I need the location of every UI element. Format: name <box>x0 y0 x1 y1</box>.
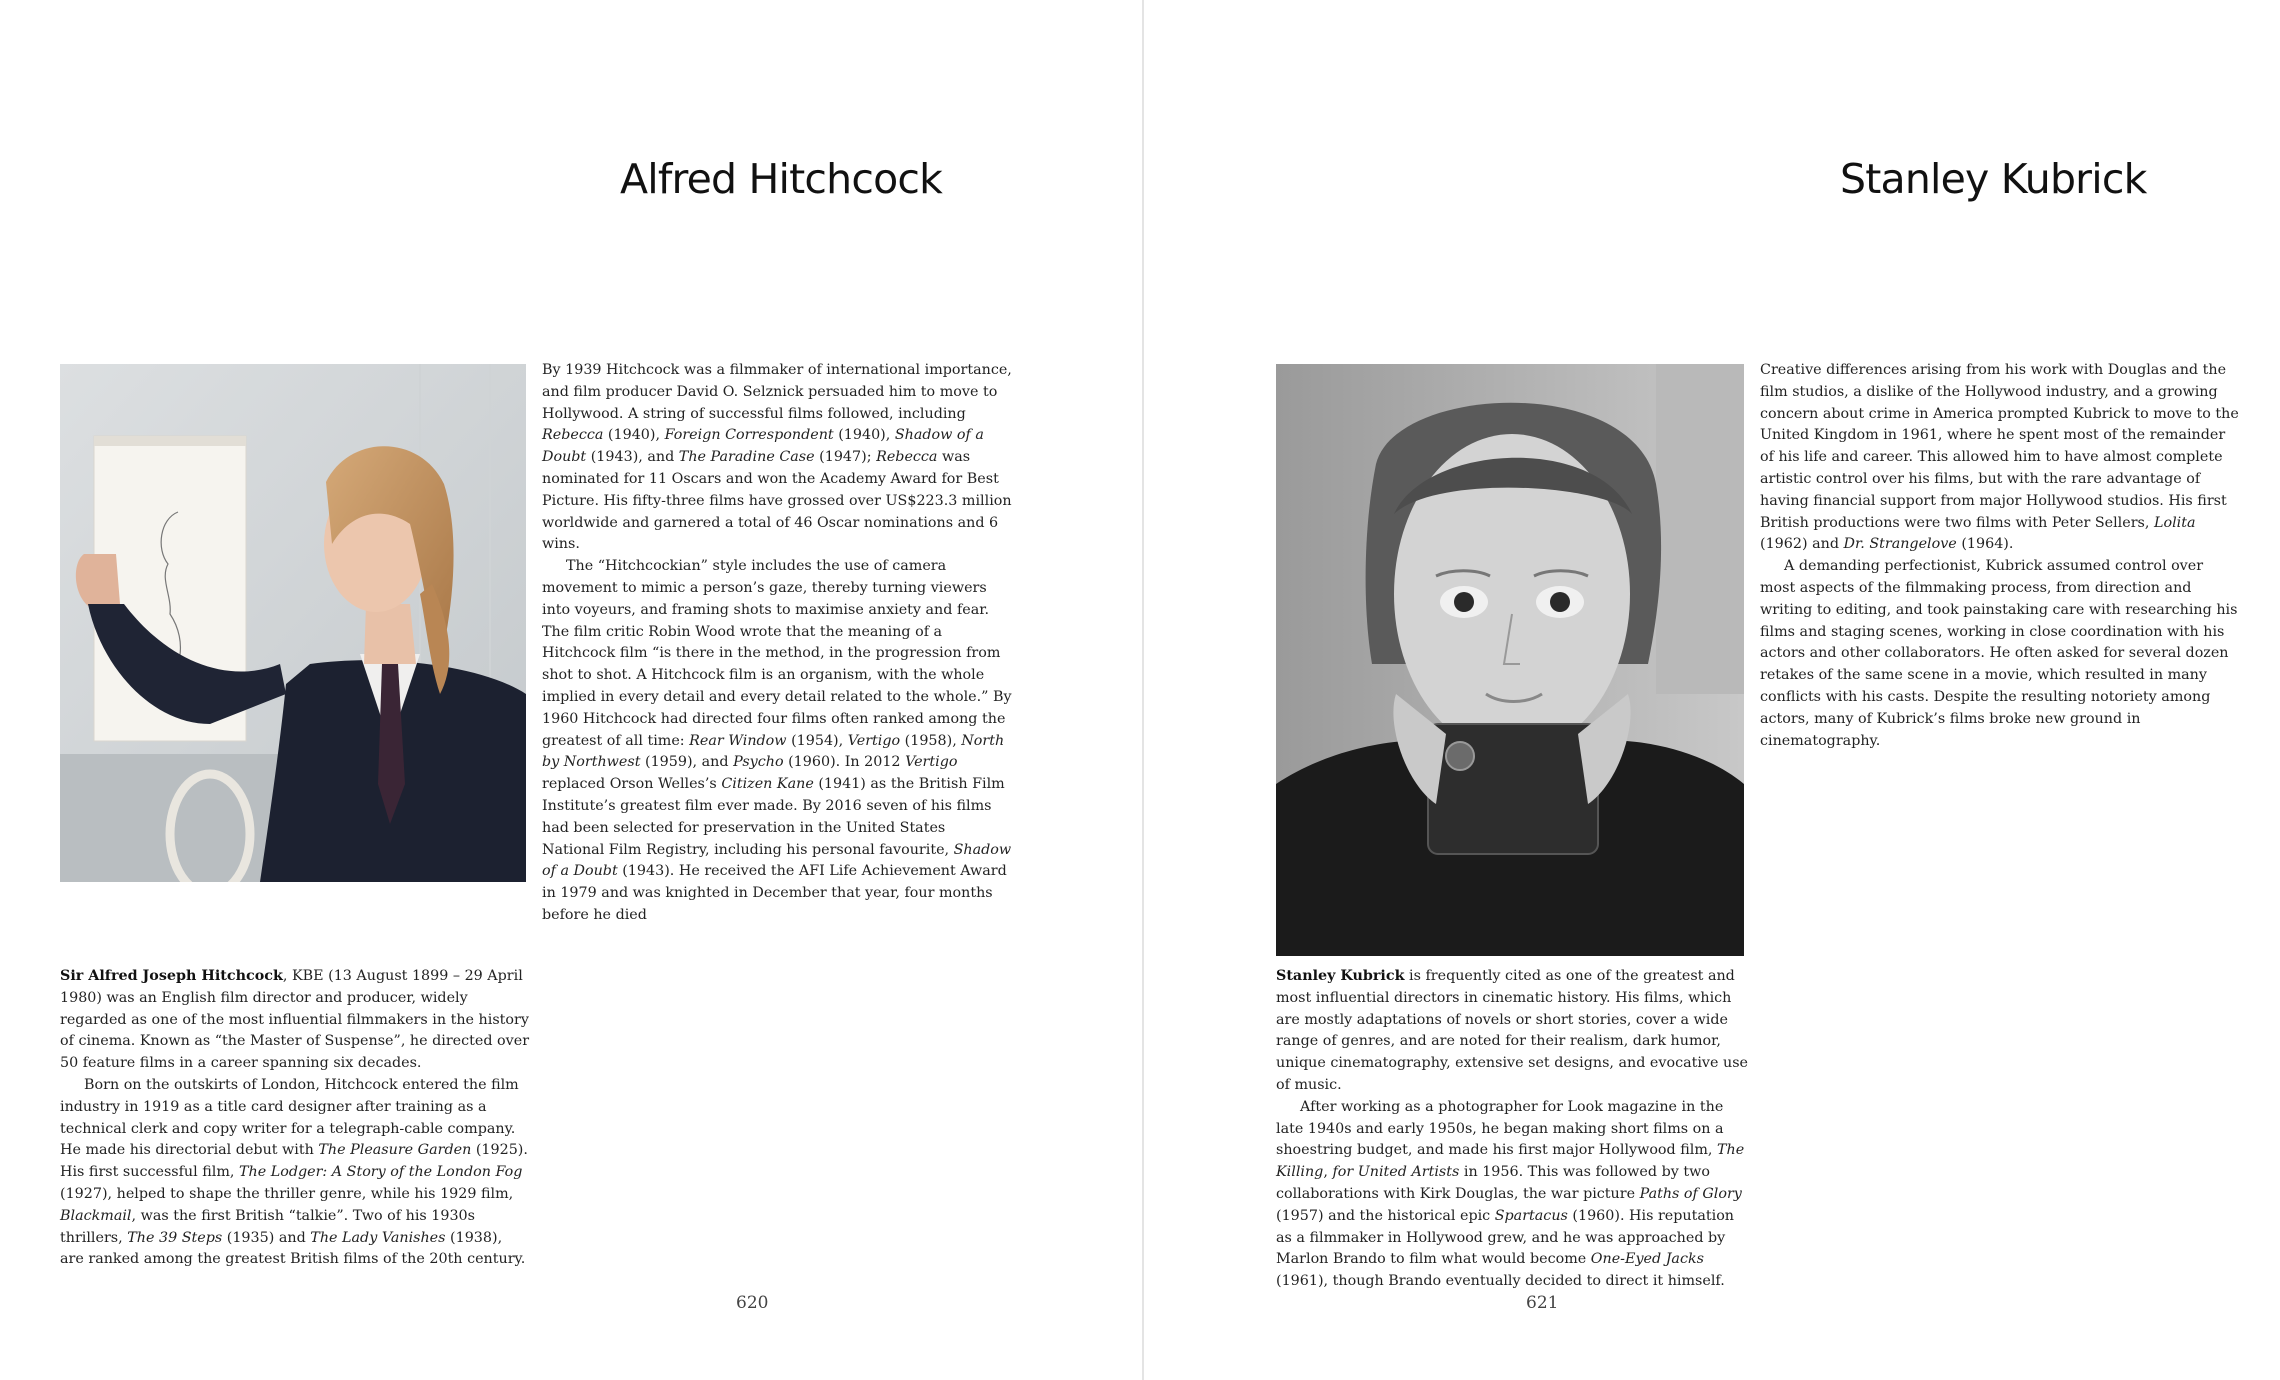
paragraph <box>60 966 530 1075</box>
text-run: (1943). He received the AFI Life Achievement Award in 1979 and was knighted in December that year, four months before he died <box>542 863 1007 923</box>
film-title: Paths of Glory <box>1639 1185 1742 1202</box>
film-title: Shadow of a Doubt <box>542 427 984 466</box>
text-run: was nominated for 11 Oscars and won the Academy Award for Best Picture. His fifty-three films have grossed over US$223.3 million worldwide and garnered a total of 46 Oscar nominations and 6 wins. <box>542 449 1012 553</box>
paragraph <box>1760 360 2242 556</box>
portrait-photo-kubrick <box>1276 364 1744 956</box>
text-run: Born on the outskirts of London, Hitchcock entered the film industry in 1919 as a title card designer after training as a technical clerk and copy writer for a telegraph-cable company. He made his directorial debut with <box>60 1076 519 1159</box>
film-title: The Lodger: A Story of the London Fog <box>238 1164 523 1181</box>
text-run: , was the first British “talkie”. Two of his 1930s thrillers, <box>60 1207 475 1246</box>
lead-name: Sir Alfred Joseph Hitchcock <box>60 968 283 984</box>
paragraph <box>1276 1097 1750 1293</box>
film-title: The 39 Steps <box>127 1229 223 1246</box>
film-title: Vertigo <box>905 754 958 771</box>
film-title: Spartacus <box>1494 1207 1568 1224</box>
article-column-right <box>1760 360 2242 752</box>
text-run: (1957) and the historical epic <box>1276 1207 1495 1224</box>
text-run: (1960). His reputation as a filmmaker in Hollywood grew, and he was approached by Marlon Brando to film what would become <box>1276 1207 1735 1268</box>
page-number: 620 <box>736 1293 769 1313</box>
article-column-bottom <box>1276 966 1750 1293</box>
text-run: replaced Orson Welles’s <box>542 776 722 793</box>
paragraph <box>60 1075 530 1271</box>
article-column-bottom <box>60 966 530 1271</box>
film-title: The Paradine Case <box>678 449 815 466</box>
text-run: , <box>1323 1164 1333 1181</box>
lead-name: Stanley Kubrick <box>1276 968 1405 984</box>
text-run: The “Hitchcockian” style includes the use of camera movement to mimic a person’s gaze, thereby turning viewers into voyeurs, and framing shots to maximise anxiety and fear. The film critic Robin Wood wrote that the meaning of a Hitchcock film “is there in the method, in the progression from shot to shot. A Hitchcock film is an organism, with the whole implied in every detail and every detail related to the whole.” By 1960 Hitchcock had directed four films often ranked among the greatest of all time: <box>542 558 1012 749</box>
film-title: for United Artists <box>1332 1164 1460 1181</box>
text-run: (1964). <box>1956 536 2014 553</box>
text-run: Creative differences arising from his work with Douglas and the film studios, a dislike of the Hollywood industry, and a growing concern about crime in America prompted Kubrick to move to the United Kingdom in 1961, where he spent most of the remainder of his life and career. This allowed him to have almost complete artistic control over his films, but with the rare advantage of having financial support from major Hollywood studios. His first British productions were two films with Peter Sellers, <box>1760 362 2239 531</box>
film-title: Rebecca <box>542 427 604 444</box>
page-number: 621 <box>1526 1293 1559 1313</box>
text-run: (1940), <box>603 427 665 444</box>
text-run: (1947); <box>814 449 877 466</box>
film-title: Citizen Kane <box>721 776 814 793</box>
right-page <box>1144 0 2280 1380</box>
film-title: Blackmail <box>60 1207 132 1224</box>
paragraph <box>542 360 1012 556</box>
text-run: in 1956. This was followed by two collaborations with Kirk Douglas, the war picture <box>1276 1164 1710 1202</box>
film-title: Lolita <box>2153 514 2196 531</box>
text-run: (1958), <box>900 732 962 749</box>
text-run: (1940), <box>833 427 895 444</box>
text-run: (1927), helped to shape the thriller genre, while his 1929 film, <box>60 1185 514 1202</box>
portrait-photo-hitchcock <box>60 364 526 882</box>
film-title: Vertigo <box>847 732 901 749</box>
film-title: The Killing <box>1276 1142 1745 1181</box>
film-title: Shadow of a Doubt <box>542 841 1012 880</box>
film-title: Foreign Correspondent <box>664 427 834 444</box>
paragraph <box>1276 966 1750 1097</box>
film-title: Rear Window <box>689 732 787 749</box>
text-run: (1960). In 2012 <box>783 754 906 771</box>
film-title: North by Northwest <box>542 732 1005 771</box>
text-run: is frequently cited as one of the greatest and most influential directors in cinematic history. His films, which are mostly adaptations of novels or short stories, cover a wide range of genres, and are noted for their realism, dark humor, unique cinematography, extensive set designs, and evocative use of music. <box>1276 968 1749 1093</box>
page-title: Alfred Hitchcock <box>620 155 943 203</box>
film-title: Rebecca <box>876 449 938 466</box>
text-run: (1954), <box>786 732 848 749</box>
text-run: By 1939 Hitchcock was a filmmaker of international importance, and film producer David O. Selznick persuaded him to move to Hollywood. A string of successful films followed, including <box>542 362 1012 422</box>
text-run: After working as a photographer for Look magazine in the late 1940s and early 1950s, he began making short films on a shoestring budget, and made his first major Hollywood film, <box>1276 1098 1724 1159</box>
page-title: Stanley Kubrick <box>1840 155 2147 203</box>
text-run: (1941) as the British Film Institute’s greatest film ever made. By 2016 seven of his films had been selected for preservation in the United States National Film Registry, including his personal favourite, <box>542 776 1005 858</box>
text-run: (1961), though Brando eventually decided to direct it himself. <box>1276 1273 1725 1290</box>
text-run: (1938), are ranked among the greatest British films of the 20th century. <box>60 1229 526 1268</box>
paragraph <box>1760 556 2242 752</box>
film-title: Dr. Strangelove <box>1843 536 1957 553</box>
film-title: The Lady Vanishes <box>310 1229 446 1246</box>
film-title: Psycho <box>733 754 784 771</box>
text-run: (1925). His first successful film, <box>60 1142 528 1181</box>
text-run: , KBE (13 August 1899 – 29 April 1980) was an English film director and producer, widely regarded as one of the most influential filmmakers in the history of cinema. Known as “the Master of Suspense”, he directed over 50 feature films in a career spanning six decades. <box>60 968 530 1072</box>
paragraph <box>542 556 1012 927</box>
text-run: (1962) and <box>1760 536 1844 553</box>
film-title: The Pleasure Garden <box>318 1142 472 1159</box>
text-run: (1959), and <box>640 754 734 771</box>
film-title: One-Eyed Jacks <box>1590 1251 1704 1268</box>
text-run: (1943), and <box>586 449 679 466</box>
text-run: (1935) and <box>222 1229 311 1246</box>
text-run: A demanding perfectionist, Kubrick assumed control over most aspects of the filmmaking process, from direction and writing to editing, and took painstaking care with researching his films and staging scenes, working in close coordination with his actors and other collaborators. He often asked for several dozen retakes of the same scene in a movie, which resulted in many conflicts with his casts. Despite the resulting notoriety among actors, many of Kubrick’s films broke new ground in cinematography. <box>1760 558 2238 749</box>
article-column-right <box>542 360 1012 927</box>
